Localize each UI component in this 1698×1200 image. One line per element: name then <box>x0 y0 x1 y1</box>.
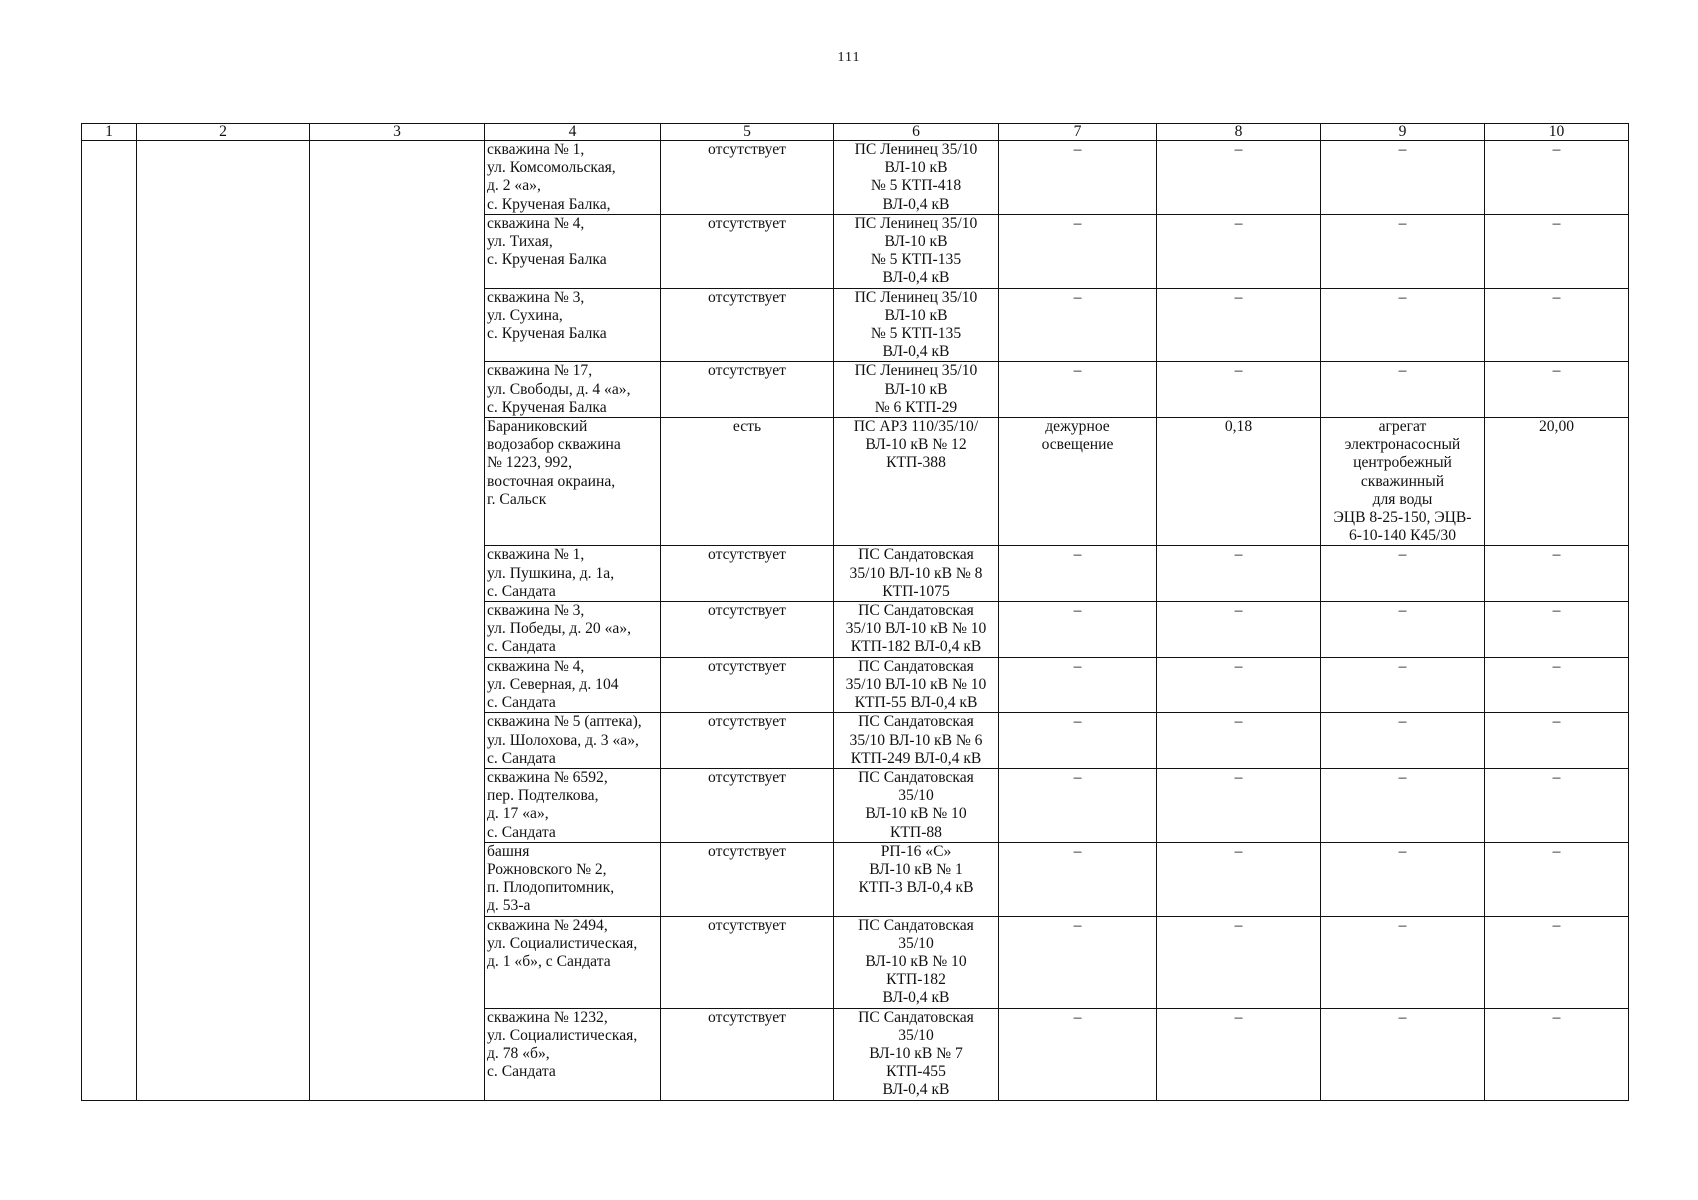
load-type-cell <box>999 362 1157 418</box>
column-number: 6 <box>834 124 999 141</box>
equipment-cell <box>1321 288 1485 362</box>
capacity-cell <box>1485 1008 1629 1100</box>
power-source-cell <box>834 1008 999 1100</box>
equipment-cell <box>1321 214 1485 288</box>
power-source-cell <box>834 546 999 602</box>
column-number: 1 <box>82 124 137 141</box>
cell-text-line: КТП-455 <box>886 1063 946 1081</box>
cell-text-line: скважина № 1232, <box>487 1008 608 1026</box>
cell-text-line: п. Плодопитомник, <box>487 879 615 897</box>
cell-text-line: ЭЦВ 8-25-150, ЭЦВ- <box>1333 509 1472 527</box>
cell-text-line: освещение <box>1041 436 1114 454</box>
cell-text-line: – <box>1073 916 1082 934</box>
cell-text-line: – <box>1073 602 1082 620</box>
column-number: 7 <box>999 124 1157 141</box>
cell-text-line: – <box>1234 141 1243 158</box>
cell-text-line: – <box>1552 916 1561 934</box>
equipment-cell <box>1321 657 1485 713</box>
cell-text-line: д. 53-а <box>487 897 531 915</box>
cell-text-line: ВЛ-0,4 кВ <box>882 269 950 287</box>
capacity-cell <box>1485 546 1629 602</box>
cell-text-line: ПС АРЗ 110/35/10/ <box>853 418 979 436</box>
cell-text-line: ВЛ-10 кВ <box>884 159 948 177</box>
cell-text-line: ПС Ленинец 35/10 <box>854 141 978 158</box>
cell-text-line: № 5 КТП-135 <box>870 325 962 343</box>
power-source-cell <box>834 214 999 288</box>
power-source-cell <box>834 768 999 842</box>
cell-text-line: с. Сандата <box>487 582 556 600</box>
cell-text-line: 35/10 ВЛ-10 кВ № 10 <box>845 675 987 693</box>
cell-text-line: ВЛ-0,4 кВ <box>882 343 950 361</box>
cell-text-line: № 1223, 992, <box>487 454 573 472</box>
cell-text-line: 20,00 <box>1538 418 1575 436</box>
power-value-cell <box>1157 842 1321 916</box>
cell-text-line: 35/10 <box>898 787 934 805</box>
backup-power-cell <box>661 768 834 842</box>
cell-text-line: ВЛ-0,4 кВ <box>882 1081 950 1099</box>
cell-text-line: с. Крученая Балка <box>487 325 607 343</box>
cell-text-line: отсутствует <box>707 288 786 306</box>
cell-text-line: – <box>1234 713 1243 731</box>
load-type-cell <box>999 288 1157 362</box>
cell-text-line: восточная окраина, <box>487 472 616 490</box>
backup-power-cell <box>661 1008 834 1100</box>
power-source-cell <box>834 842 999 916</box>
cell-text-line: – <box>1398 1008 1407 1026</box>
capacity-cell <box>1485 214 1629 288</box>
cell-text-line: 35/10 ВЛ-10 кВ № 6 <box>849 731 983 749</box>
backup-power-cell <box>661 713 834 769</box>
column-number-row <box>82 124 1629 141</box>
capacity-cell <box>1485 713 1629 769</box>
cell-text-line: скважина № 4, <box>487 657 585 675</box>
power-value-cell <box>1157 713 1321 769</box>
cell-text-line: – <box>1398 713 1407 731</box>
cell-text-line: скважина № 5 (аптека), <box>487 713 642 731</box>
cell-text-line: с. Сандата <box>487 1063 556 1081</box>
power-value-cell <box>1157 602 1321 658</box>
power-value-cell <box>1157 141 1321 215</box>
power-value-cell <box>1157 657 1321 713</box>
cell-text-line: отсутствует <box>707 657 786 675</box>
cell-text-line: д. 1 «б», с Сандата <box>487 952 611 970</box>
cell-text-line: ВЛ-10 кВ <box>884 233 948 251</box>
cell-text-line: есть <box>732 418 762 436</box>
cell-text-line: ПС Сандатовская <box>858 1008 974 1026</box>
load-type-cell <box>999 1008 1157 1100</box>
equipment-cell <box>1321 362 1485 418</box>
cell-text-line: с. Крученая Балка, <box>487 195 611 213</box>
page-number: 111 <box>837 50 861 65</box>
cell-text-line: ул. Победы, д. 20 «а», <box>487 620 632 638</box>
power-source-cell <box>834 602 999 658</box>
equipment-cell <box>1321 602 1485 658</box>
cell-text-line: пер. Подтелкова, <box>487 787 599 805</box>
object-name-cell <box>485 288 661 362</box>
cell-text-line: КТП-55 ВЛ-0,4 кВ <box>854 694 978 712</box>
backup-power-cell <box>661 141 834 215</box>
cell-text-line: 0,18 <box>1224 418 1253 436</box>
cell-text-line: – <box>1552 713 1561 731</box>
cell-text-line: – <box>1552 768 1561 786</box>
cell-text-line: Бараниковский <box>487 418 588 436</box>
cell-text-line: – <box>1073 362 1082 380</box>
cell-text-line: скважина № 3, <box>487 602 585 620</box>
cell-text-line: дежурное <box>1045 418 1110 436</box>
cell-text-line: отсутствует <box>707 141 786 158</box>
cell-text-line: с. Крученая Балка <box>487 251 607 269</box>
load-type-cell <box>999 141 1157 215</box>
cell-text-line: с. Крученая Балка <box>487 398 607 416</box>
equipment-cell <box>1321 546 1485 602</box>
backup-power-cell <box>661 546 834 602</box>
power-value-cell <box>1157 214 1321 288</box>
cell-text-line: отсутствует <box>707 713 786 731</box>
load-type-cell <box>999 842 1157 916</box>
cell-text-line: – <box>1073 657 1082 675</box>
power-value-cell <box>1157 916 1321 1008</box>
cell-text-line: – <box>1398 362 1407 380</box>
capacity-cell <box>1485 362 1629 418</box>
cell-text-line: – <box>1073 1008 1082 1026</box>
cell-text-line: г. Сальск <box>487 490 547 508</box>
cell-text-line: – <box>1398 768 1407 786</box>
cell-text-line: КТП-3 ВЛ-0,4 кВ <box>858 879 974 897</box>
cell-text-line: скважина № 3, <box>487 288 585 306</box>
cell-text-line: ул. Северная, д. 104 <box>487 675 619 693</box>
column-number: 3 <box>310 124 485 141</box>
capacity-cell <box>1485 418 1629 546</box>
power-value-cell <box>1157 768 1321 842</box>
cell-text-line: ПС Сандатовская <box>858 546 974 564</box>
cell-text-line: скважина № 6592, <box>487 768 608 786</box>
object-name-cell <box>485 602 661 658</box>
column-number: 9 <box>1321 124 1485 141</box>
cell-text-line: 35/10 <box>898 934 934 952</box>
power-source-cell <box>834 916 999 1008</box>
load-type-cell <box>999 657 1157 713</box>
equipment-cell <box>1321 141 1485 215</box>
cell-text-line: отсутствует <box>707 768 786 786</box>
cell-text-line: д. 2 «а», <box>487 177 541 195</box>
power-value-cell <box>1157 546 1321 602</box>
cell-text-line: ВЛ-0,4 кВ <box>882 989 950 1007</box>
cell-text-line: – <box>1073 768 1082 786</box>
cell-text-line: – <box>1398 842 1407 860</box>
capacity-cell <box>1485 141 1629 215</box>
merged-empty-cell <box>310 141 485 1101</box>
cell-text-line: – <box>1073 842 1082 860</box>
cell-text-line: – <box>1552 141 1561 158</box>
capacity-cell <box>1485 602 1629 658</box>
object-name-cell <box>485 546 661 602</box>
object-name-cell <box>485 418 661 546</box>
cell-text-line: – <box>1552 1008 1561 1026</box>
backup-power-cell <box>661 418 834 546</box>
cell-text-line: с. Сандата <box>487 638 556 656</box>
cell-text-line: – <box>1552 602 1561 620</box>
column-number: 8 <box>1157 124 1321 141</box>
cell-text-line: скважинный <box>1360 472 1445 490</box>
cell-text-line: водозабор скважина <box>487 436 621 454</box>
cell-text-line: отсутствует <box>707 916 786 934</box>
cell-text-line: отсутствует <box>707 214 786 232</box>
cell-text-line: ВЛ-10 кВ <box>884 306 948 324</box>
object-name-cell <box>485 362 661 418</box>
load-type-cell <box>999 768 1157 842</box>
cell-text-line: – <box>1398 602 1407 620</box>
object-name-cell <box>485 1008 661 1100</box>
cell-text-line: – <box>1398 657 1407 675</box>
backup-power-cell <box>661 842 834 916</box>
power-source-cell <box>834 713 999 769</box>
cell-text-line: – <box>1552 362 1561 380</box>
cell-text-line: с. Сандата <box>487 823 556 841</box>
cell-text-line: – <box>1234 546 1243 564</box>
cell-text-line: ПС Ленинец 35/10 <box>854 288 978 306</box>
cell-text-line: ул. Тихая, <box>487 233 553 251</box>
cell-text-line: д. 78 «б», <box>487 1044 550 1062</box>
cell-text-line: – <box>1234 916 1243 934</box>
cell-text-line: – <box>1073 141 1082 158</box>
cell-text-line: – <box>1552 657 1561 675</box>
cell-text-line: – <box>1234 768 1243 786</box>
cell-text-line: 35/10 ВЛ-10 кВ № 10 <box>845 620 987 638</box>
object-name-cell <box>485 713 661 769</box>
cell-text-line: ул. Пушкина, д. 1а, <box>487 564 615 582</box>
equipment-cell <box>1321 713 1485 769</box>
cell-text-line: башня <box>487 842 530 860</box>
cell-text-line: ул. Социалистическая, <box>487 1026 638 1044</box>
load-type-cell <box>999 418 1157 546</box>
cell-text-line: центробежный <box>1353 454 1452 472</box>
cell-text-line: – <box>1234 288 1243 306</box>
power-value-cell <box>1157 288 1321 362</box>
power-value-cell <box>1157 418 1321 546</box>
cell-text-line: скважина № 17, <box>487 362 593 380</box>
cell-text-line: скважина № 1, <box>487 141 585 158</box>
cell-text-line: скважина № 4, <box>487 214 585 232</box>
cell-text-line: с. Сандата <box>487 749 556 767</box>
cell-text-line: – <box>1234 214 1243 232</box>
cell-text-line: КТП-388 <box>886 454 946 472</box>
cell-text-line: д. 17 «а», <box>487 805 549 823</box>
cell-text-line: ВЛ-10 кВ № 12 <box>865 436 967 454</box>
cell-text-line: – <box>1552 288 1561 306</box>
cell-text-line: КТП-1075 <box>882 582 950 600</box>
cell-text-line: ПС Сандатовская <box>858 768 974 786</box>
cell-text-line: КТП-249 ВЛ-0,4 кВ <box>850 749 982 767</box>
capacity-cell <box>1485 768 1629 842</box>
cell-text-line: отсутствует <box>707 362 786 380</box>
cell-text-line: ПС Ленинец 35/10 <box>854 362 978 380</box>
cell-text-line: – <box>1234 842 1243 860</box>
cell-text-line: ул. Свободы, д. 4 «а», <box>487 380 631 398</box>
cell-text-line: ПС Сандатовская <box>858 657 974 675</box>
column-number: 2 <box>137 124 310 141</box>
cell-text-line: – <box>1073 288 1082 306</box>
cell-text-line: для воды <box>1372 490 1433 508</box>
cell-text-line: ПС Ленинец 35/10 <box>854 214 978 232</box>
load-type-cell <box>999 713 1157 769</box>
cell-text-line: ПС Сандатовская <box>858 916 974 934</box>
object-name-cell <box>485 214 661 288</box>
cell-text-line: с. Сандата <box>487 694 556 712</box>
cell-text-line: ВЛ-0,4 кВ <box>882 195 950 213</box>
equipment-cell <box>1321 768 1485 842</box>
cell-text-line: – <box>1398 214 1407 232</box>
cell-text-line: электронасосный <box>1344 436 1461 454</box>
cell-text-line: – <box>1234 1008 1243 1026</box>
backup-power-cell <box>661 288 834 362</box>
cell-text-line: – <box>1552 842 1561 860</box>
cell-text-line: ВЛ-10 кВ № 7 <box>869 1044 963 1062</box>
equipment-cell <box>1321 916 1485 1008</box>
load-type-cell <box>999 214 1157 288</box>
cell-text-line: – <box>1398 141 1407 158</box>
power-source-cell <box>834 418 999 546</box>
merged-empty-cell <box>82 141 137 1101</box>
column-number: 10 <box>1485 124 1629 141</box>
equipment-cell <box>1321 1008 1485 1100</box>
merged-empty-cell <box>137 141 310 1101</box>
cell-text-line: агрегат <box>1378 418 1427 436</box>
capacity-cell <box>1485 916 1629 1008</box>
cell-text-line: – <box>1073 713 1082 731</box>
object-name-cell <box>485 842 661 916</box>
cell-text-line: № 5 КТП-418 <box>870 177 962 195</box>
cell-text-line: 6-10-140 К45/30 <box>1349 527 1456 545</box>
equipment-cell <box>1321 418 1485 546</box>
cell-text-line: отсутствует <box>707 1008 786 1026</box>
power-source-cell <box>834 288 999 362</box>
cell-text-line: скважина № 2494, <box>487 916 608 934</box>
equipment-cell <box>1321 842 1485 916</box>
cell-text-line: ВЛ-10 кВ № 1 <box>869 860 963 878</box>
cell-text-line: ул. Сухина, <box>487 306 563 324</box>
cell-text-line: – <box>1073 546 1082 564</box>
cell-text-line: ул. Социалистическая, <box>487 934 638 952</box>
cell-text-line: № 6 КТП-29 <box>874 398 958 416</box>
cell-text-line: отсутствует <box>707 842 786 860</box>
backup-power-cell <box>661 657 834 713</box>
cell-text-line: ул. Комсомольская, <box>487 159 616 177</box>
capacity-cell <box>1485 288 1629 362</box>
cell-text-line: Рожновского № 2, <box>487 860 607 878</box>
column-number: 5 <box>661 124 834 141</box>
power-source-cell <box>834 362 999 418</box>
cell-text-line: скважина № 1, <box>487 546 585 564</box>
cell-text-line: отсутствует <box>707 546 786 564</box>
load-type-cell <box>999 602 1157 658</box>
cell-text-line: 35/10 ВЛ-10 кВ № 8 <box>849 564 983 582</box>
backup-power-cell <box>661 916 834 1008</box>
cell-text-line: ул. Шолохова, д. 3 «а», <box>487 731 639 749</box>
backup-power-cell <box>661 362 834 418</box>
object-name-cell <box>485 768 661 842</box>
object-name-cell <box>485 141 661 215</box>
capacity-cell <box>1485 657 1629 713</box>
load-type-cell <box>999 546 1157 602</box>
cell-text-line: КТП-88 <box>890 823 942 841</box>
cell-text-line: – <box>1552 546 1561 564</box>
cell-text-line: 35/10 <box>898 1026 934 1044</box>
power-source-cell <box>834 141 999 215</box>
power-source-cell <box>834 657 999 713</box>
data-table <box>81 123 1629 1101</box>
object-name-cell <box>485 916 661 1008</box>
power-value-cell <box>1157 1008 1321 1100</box>
cell-text-line: отсутствует <box>707 602 786 620</box>
cell-text-line: ВЛ-10 кВ № 10 <box>865 952 967 970</box>
cell-text-line: ПС Сандатовская <box>858 713 974 731</box>
backup-power-cell <box>661 214 834 288</box>
table-row <box>82 141 1629 215</box>
cell-text-line: – <box>1234 362 1243 380</box>
cell-text-line: КТП-182 <box>886 971 946 989</box>
cell-text-line: ВЛ-10 кВ <box>884 380 948 398</box>
cell-text-line: – <box>1234 602 1243 620</box>
table-body <box>82 124 1629 1101</box>
cell-text-line: – <box>1398 288 1407 306</box>
object-name-cell <box>485 657 661 713</box>
load-type-cell <box>999 916 1157 1008</box>
cell-text-line: – <box>1234 657 1243 675</box>
cell-text-line: ВЛ-10 кВ № 10 <box>865 805 967 823</box>
cell-text-line: ПС Сандатовская <box>858 602 974 620</box>
cell-text-line: – <box>1398 916 1407 934</box>
power-value-cell <box>1157 362 1321 418</box>
cell-text-line: – <box>1398 546 1407 564</box>
cell-text-line: № 5 КТП-135 <box>870 251 962 269</box>
cell-text-line: КТП-182 ВЛ-0,4 кВ <box>850 638 982 656</box>
cell-text-line: – <box>1552 214 1561 232</box>
column-number: 4 <box>485 124 661 141</box>
capacity-cell <box>1485 842 1629 916</box>
cell-text-line: РП-16 «С» <box>880 842 952 860</box>
backup-power-cell <box>661 602 834 658</box>
cell-text-line: – <box>1073 214 1082 232</box>
